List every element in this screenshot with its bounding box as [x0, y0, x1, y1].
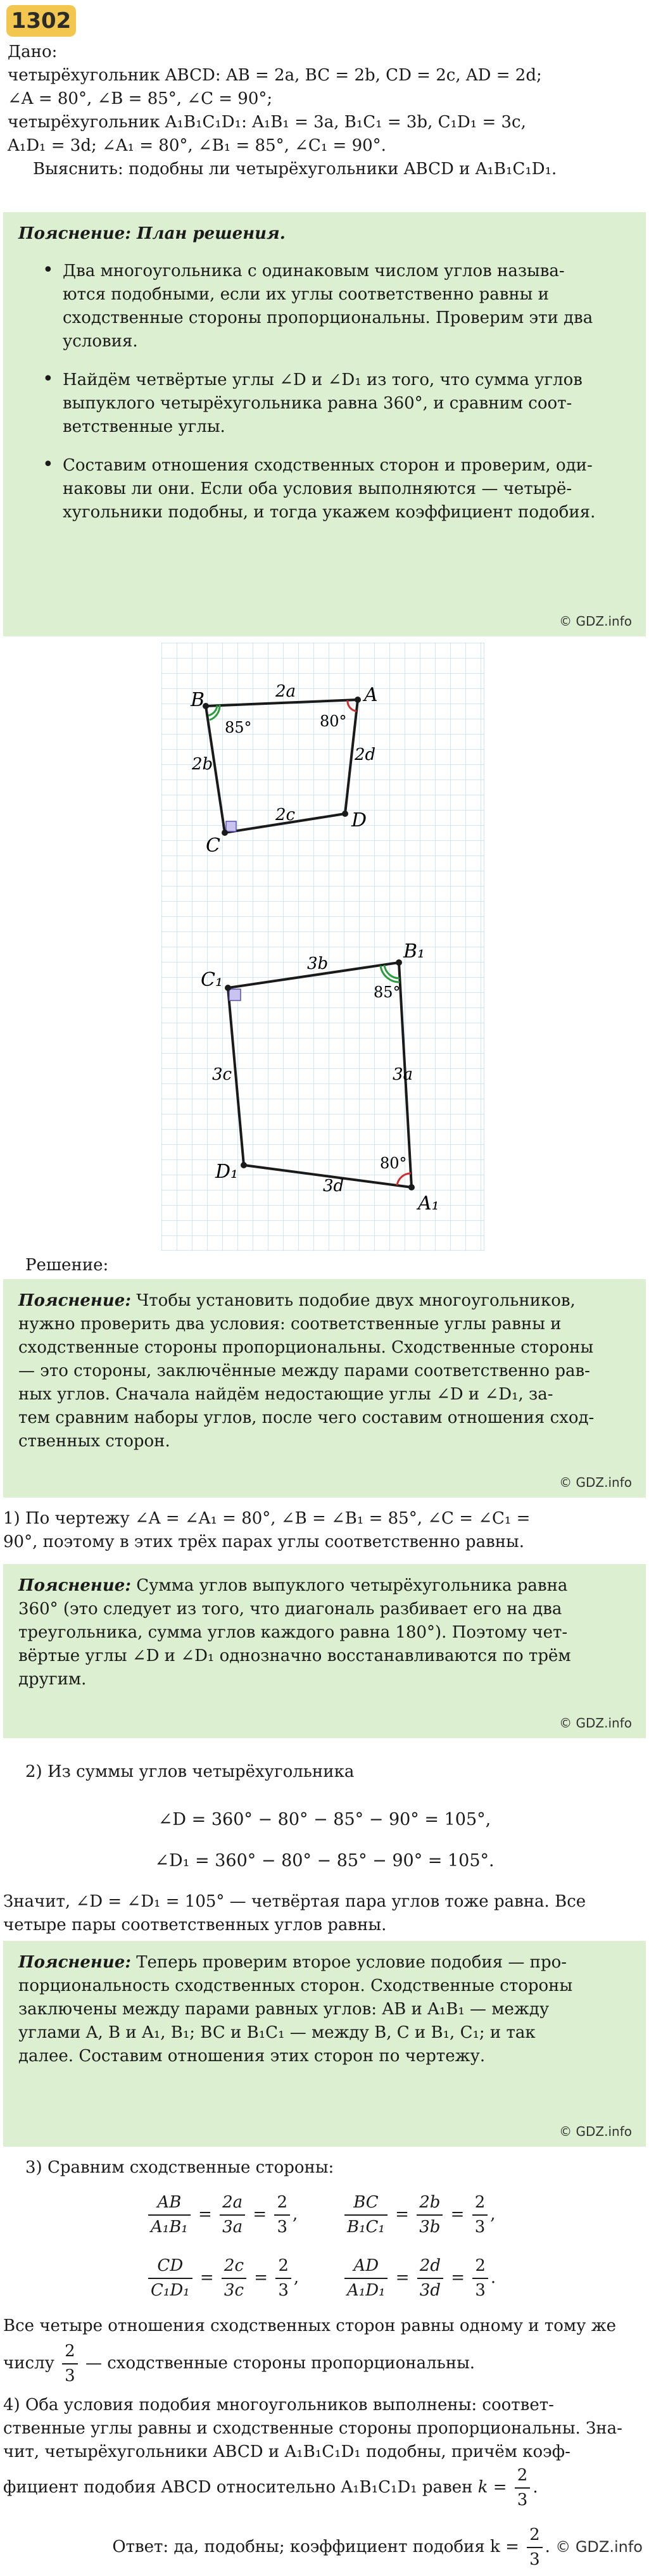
given-block	[8, 41, 644, 181]
ratio-bc-d: B₁C₁	[347, 2218, 385, 2237]
ratio-bc-d2: 3b	[419, 2218, 441, 2237]
label-b1: B₁	[403, 940, 425, 963]
note-2-credit: © GDZ.info	[559, 1715, 632, 1731]
ratio-ab-n3: 2	[274, 2191, 290, 2216]
note-2	[3, 1564, 646, 1738]
point-c1	[225, 985, 231, 991]
note-1-title: Пояснение:	[18, 1291, 131, 1310]
figure-quadrilaterals	[161, 643, 484, 1251]
ratio-ab: $\frac{AB}{\text{A₁B₁}}$ = $\frac{2a}{3a}$ = $\frac{2}{3}$ ,	[146, 2191, 298, 2239]
step-1: 1) По чертежу ∠A = ∠A₁ = 80°, ∠B = ∠B₁ = 85°, ∠C = ∠C₁ = 90°, поэтому в этих трёх парах углы соответственно равны.	[3, 1509, 531, 1551]
label-side-cd: 2c	[275, 805, 296, 824]
given-task: Выяснить: подобны ли четырёхугольники ABCD и A₁B₁C₁D₁.	[33, 160, 557, 179]
step-2-eq2: ∠D₁ = 360° − 80° − 85° − 90° = 105°.	[154, 1851, 495, 1871]
point-b1	[396, 959, 402, 966]
ratio-ad-d: A₁D₁	[347, 2281, 386, 2300]
given-line1: четырёхугольник ABCD: AB = 2a, BC = 2b, CD = 2c, AD = 2d;	[8, 66, 542, 85]
label-angle-b: 85°	[225, 719, 252, 736]
ratio-ad: $\frac{AD}{\text{A₁D₁}}$ = $\frac{2d}{3d}$ = $\frac{2}{3}$ .	[342, 2254, 496, 2302]
note-1	[3, 1279, 646, 1498]
plan-bullet-2: • Найдём четвёртые углы ∠D и ∠D₁ из того, что сумма углов выпуклого четырёхугольника равна 360°, и сравним соот- ветственные углы.	[18, 369, 631, 439]
label-d1: D₁	[215, 1161, 239, 1183]
plan-bullet-3: • Составим отношения сходственных сторон и проверим, оди- наковы ли они. Если оба условия выполняются — четырё- хугольники подобны, и тогда укажем коэффициент подобия.	[18, 454, 631, 524]
note-3-text: Теперь проверим второе условие подобия — про- порциональность сходственных сторон. Сходственные стороны заключены между парами равных углов: AB и A₁B₁ — между углами A, B и A₁, B₁; BC и B₁C₁ — между B, C и B₁, C₁; и так далее. Составим отношения этих сторон по чертежу.	[18, 1953, 573, 2066]
plan-credit: © GDZ.info	[559, 614, 632, 629]
ratio-ad-n3: 2	[472, 2254, 488, 2279]
ratio-ab-n: AB	[148, 2191, 191, 2216]
point-a	[355, 697, 361, 703]
ratio-bc-n3: 2	[472, 2191, 488, 2216]
note-1-text: Чтобы установить подобие двух многоугольников, нужно проверить два условия: соответственные углы равны и сходственные стороны пропорциональны. Сходственные стороны — это стороны, заключённые между парами соответственно рав- ных углов. Сначала найдём недостающие углы ∠D и ∠D₁, за- тем сравним наборы углов, после чего составим отношения сход- ственных сторон.	[18, 1291, 595, 1451]
angle-c-right-mark	[226, 821, 236, 831]
point-a1	[408, 1184, 415, 1190]
ratio-ad-n: AD	[344, 2254, 388, 2279]
answer-text: Ответ: да, подобны; коэффициент подобия k =	[112, 2537, 519, 2556]
step-2-label: 2) Из суммы углов четырёхугольника	[25, 1762, 355, 1781]
step-3-conclusion-pre: числу	[3, 2354, 54, 2373]
ratio-cd-d3: 3	[278, 2281, 289, 2300]
label-side-ab: 2a	[275, 682, 296, 701]
answer-n: 2	[527, 2523, 543, 2548]
step-3-frac-d: 3	[65, 2366, 75, 2385]
point-d	[342, 811, 348, 817]
label-a: A	[364, 684, 378, 706]
step-4-text: 4) Оба условия подобия многоугольников выполнены: соответ- ственные углы равны и сходственные стороны пропорциональны. Зна- чит, четырёхугольники ABCD и A₁B₁C₁D₁ подобны, причём коэф- фициент подобия ABCD относительно A₁B₁C₁D₁ равен	[3, 2396, 622, 2497]
point-c	[222, 830, 228, 836]
note-2-text: Сумма углов выпуклого четырёхугольника равна 360° (это следует из того, что диагональ разбивает его на два треугольника, сумма углов каждого равна 180°). Поэтому чет- вёртые углы ∠D и ∠D₁ однозначно восстанавливаются по трём другим.	[18, 1576, 571, 1689]
angle-c1-right-mark	[229, 989, 241, 1001]
label-side-d1a1: 3d	[323, 1177, 344, 1196]
step-4-kn: 2	[515, 2464, 531, 2489]
note-3	[3, 1941, 646, 2147]
ratio-cd-n2: 2c	[222, 2254, 246, 2279]
label-side-c1d1: 3c	[212, 1065, 232, 1084]
answer-credit: © GDZ.info	[555, 2538, 643, 2556]
ratio-cd-n3: 2	[275, 2254, 291, 2279]
label-angle-a: 80°	[320, 712, 347, 730]
note-2-title: Пояснение:	[18, 1576, 131, 1595]
label-a1: A₁	[418, 1192, 439, 1215]
step-4-kd: 3	[517, 2491, 528, 2510]
ratio-ab-d3: 3	[277, 2218, 287, 2237]
given-line3: четырёхугольник A₁B₁C₁D₁: A₁B₁ = 3a, B₁C₁ = 3b, C₁D₁ = 3c,	[8, 113, 526, 132]
plan-title: Пояснение: План решения.	[18, 224, 286, 243]
plan-note	[3, 212, 646, 636]
label-side-a1b1: 3a	[393, 1065, 413, 1084]
ratio-bc-n2: 2b	[417, 2191, 443, 2216]
label-side-ad: 2d	[355, 745, 376, 764]
note-3-credit: © GDZ.info	[559, 2124, 632, 2139]
label-angle-b1: 85°	[374, 983, 401, 1001]
ratio-cd: $\frac{CD}{\text{C₁D₁}}$ = $\frac{2c}{3c}$ = $\frac{2}{3}$ ,	[146, 2254, 299, 2302]
label-angle-a1: 80°	[380, 1154, 407, 1172]
step-3-frac-n: 2	[62, 2340, 78, 2364]
label-side-c1b1: 3b	[307, 954, 329, 973]
note-3-title: Пояснение:	[18, 1953, 131, 1972]
ratio-ab-d: A₁B₁	[151, 2218, 188, 2237]
step-4: 4) Оба условия подобия многоугольников выполнены: соответ- ственные углы равны и сходственные стороны пропорциональны. Зна- чит, четырёхугольники ABCD и A₁B₁C₁D₁ подобны, причём коэф- фициент подобия ABCD относительно A₁B₁C₁D₁ равен k = $\frac{2}{3}$ .	[3, 2394, 643, 2512]
step-3-conclusion-a: Все четыре отношения сходственных сторон равны одному и тому же	[3, 2316, 617, 2335]
step-3-label: 3) Сравним сходственные стороны:	[25, 2158, 334, 2177]
note-1-credit: © GDZ.info	[559, 1475, 632, 1490]
ratio-bc-n: BC	[344, 2191, 388, 2216]
plan-bullet-1: • Два многоугольника с одинаковым числом углов называ- ются подобными, если их углы соответственно равны и сходственные стороны пропорциональны. Проверим эти два условия.	[18, 260, 631, 353]
given-line4: A₁D₁ = 3d; ∠A₁ = 80°, ∠B₁ = 85°, ∠C₁ = 90°.	[8, 136, 386, 155]
ratio-cd-d2: 3c	[224, 2281, 244, 2300]
ratio-ad-d3: 3	[475, 2281, 486, 2300]
label-c: C	[206, 835, 220, 857]
ratio-ab-d2: 3a	[222, 2218, 243, 2237]
ratio-cd-d: C₁D₁	[151, 2281, 190, 2300]
step-2-eq1: ∠D = 360° − 80° − 85° − 90° = 105°,	[158, 1810, 491, 1829]
label-b: B	[191, 689, 205, 711]
task-number-badge: 1302	[6, 5, 76, 37]
step-3-conclusion-b	[3, 2340, 643, 2388]
step-3-conclusion-post: — сходственные стороны пропорциональны.	[85, 2354, 476, 2373]
answer-d: 3	[529, 2550, 540, 2569]
ratio-bc-d3: 3	[474, 2218, 486, 2237]
given-label: Дано:	[8, 42, 58, 61]
ratio-ad-n2: 2d	[417, 2254, 443, 2279]
label-d: D	[351, 809, 367, 831]
solution-label: Решение:	[25, 1256, 109, 1275]
ratio-ad-d2: 3d	[419, 2281, 441, 2300]
point-d1	[241, 1162, 247, 1168]
answer-line: Ответ: да, подобны; коэффициент подобия k = $\frac{2}{3}$ . © GDZ.info	[3, 2523, 643, 2572]
label-c1: C₁	[201, 969, 223, 991]
step-4-k: k =	[477, 2478, 507, 2497]
ratio-cd-n: CD	[148, 2254, 192, 2279]
given-line2: ∠A = 80°, ∠B = 85°, ∠C = 90°;	[8, 89, 273, 108]
ratio-bc: $\frac{BC}{\text{B₁C₁}}$ = $\frac{2b}{3b}$ = $\frac{2}{3}$ ,	[342, 2191, 496, 2239]
ratio-ab-n2: 2a	[220, 2191, 245, 2216]
label-side-bc: 2b	[192, 755, 213, 774]
step-2-conclusion: Значит, ∠D = ∠D₁ = 105° — четвёртая пара углов тоже равна. Все четыре пары соответственных углов равны.	[3, 1892, 586, 1935]
